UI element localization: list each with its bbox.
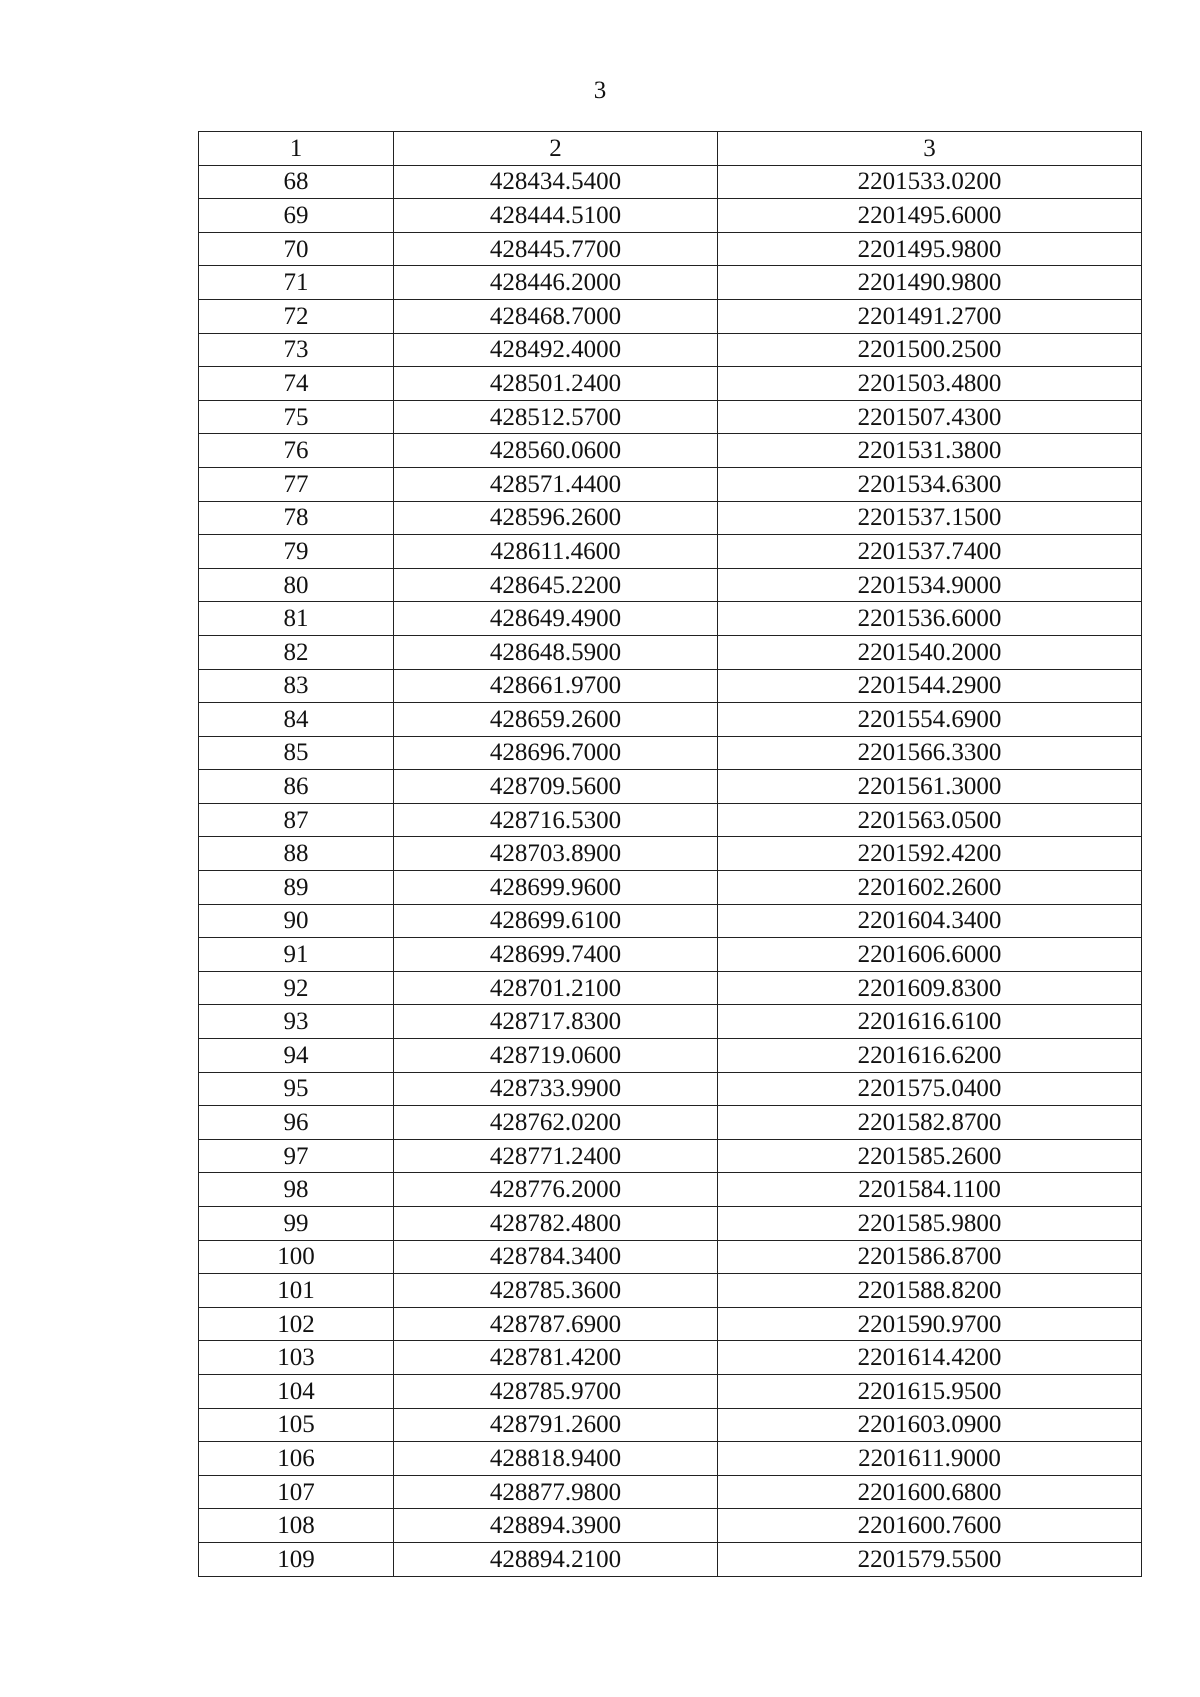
table-row [199,803,1142,837]
y-coordinate-cell: 2201600.6800 [718,1475,1142,1509]
point-number-cell: 100 [199,1240,394,1274]
x-coordinate-cell: 428571.4400 [394,467,718,501]
y-coordinate-cell: 2201500.2500 [718,333,1142,367]
x-coordinate-cell: 428877.9800 [394,1475,718,1509]
x-coordinate-cell: 428791.2600 [394,1408,718,1442]
x-coordinate-cell: 428784.3400 [394,1240,718,1274]
table-row [199,1374,1142,1408]
point-number-cell: 84 [199,703,394,737]
x-coordinate-cell: 428762.0200 [394,1106,718,1140]
table-row [199,333,1142,367]
x-coordinate-cell: 428894.2100 [394,1542,718,1576]
y-coordinate-cell: 2201491.2700 [718,299,1142,333]
point-number-cell: 93 [199,1005,394,1039]
y-coordinate-cell: 2201582.8700 [718,1106,1142,1140]
table-row [199,400,1142,434]
point-number-cell: 91 [199,938,394,972]
x-coordinate-cell: 428776.2000 [394,1173,718,1207]
y-coordinate-cell: 2201603.0900 [718,1408,1142,1442]
y-coordinate-cell: 2201585.9800 [718,1207,1142,1241]
y-coordinate-cell: 2201600.7600 [718,1509,1142,1543]
x-coordinate-cell: 428703.8900 [394,837,718,871]
table-row [199,837,1142,871]
y-coordinate-cell: 2201533.0200 [718,165,1142,199]
x-coordinate-cell: 428717.8300 [394,1005,718,1039]
point-number-cell: 89 [199,871,394,905]
y-coordinate-cell: 2201531.3800 [718,434,1142,468]
column-header-3: 3 [718,132,1142,166]
point-number-cell: 86 [199,770,394,804]
y-coordinate-cell: 2201586.8700 [718,1240,1142,1274]
x-coordinate-cell: 428696.7000 [394,736,718,770]
x-coordinate-cell: 428446.2000 [394,266,718,300]
table-row [199,232,1142,266]
x-coordinate-cell: 428434.5400 [394,165,718,199]
point-number-cell: 96 [199,1106,394,1140]
x-coordinate-cell: 428781.4200 [394,1341,718,1375]
x-coordinate-cell: 428501.2400 [394,367,718,401]
point-number-cell: 82 [199,635,394,669]
y-coordinate-cell: 2201563.0500 [718,803,1142,837]
x-coordinate-cell: 428716.5300 [394,803,718,837]
x-coordinate-cell: 428645.2200 [394,568,718,602]
table-row [199,1542,1142,1576]
point-number-cell: 70 [199,232,394,266]
page-number: 3 [593,77,607,104]
point-number-cell: 101 [199,1274,394,1308]
x-coordinate-cell: 428701.2100 [394,971,718,1005]
point-number-cell: 83 [199,669,394,703]
y-coordinate-cell: 2201579.5500 [718,1542,1142,1576]
table-row [199,669,1142,703]
x-coordinate-cell: 428733.9900 [394,1072,718,1106]
y-coordinate-cell: 2201507.4300 [718,400,1142,434]
point-number-cell: 76 [199,434,394,468]
table-row [199,1307,1142,1341]
y-coordinate-cell: 2201490.9800 [718,266,1142,300]
point-number-cell: 105 [199,1408,394,1442]
x-coordinate-cell: 428699.6100 [394,904,718,938]
table-row [199,1274,1142,1308]
point-number-cell: 73 [199,333,394,367]
y-coordinate-cell: 2201604.3400 [718,904,1142,938]
y-coordinate-cell: 2201537.7400 [718,535,1142,569]
point-number-cell: 72 [199,299,394,333]
table-row [199,535,1142,569]
point-number-cell: 81 [199,602,394,636]
x-coordinate-cell: 428468.7000 [394,299,718,333]
y-coordinate-cell: 2201588.8200 [718,1274,1142,1308]
x-coordinate-cell: 428785.3600 [394,1274,718,1308]
x-coordinate-cell: 428611.4600 [394,535,718,569]
point-number-cell: 75 [199,400,394,434]
x-coordinate-cell: 428787.6900 [394,1307,718,1341]
table-row [199,770,1142,804]
table-row [199,938,1142,972]
y-coordinate-cell: 2201592.4200 [718,837,1142,871]
x-coordinate-cell: 428596.2600 [394,501,718,535]
column-header-2: 2 [394,132,718,166]
table-row [199,703,1142,737]
table-row [199,1005,1142,1039]
point-number-cell: 99 [199,1207,394,1241]
point-number-cell: 104 [199,1374,394,1408]
y-coordinate-cell: 2201544.2900 [718,669,1142,703]
table-row [199,299,1142,333]
y-coordinate-cell: 2201602.2600 [718,871,1142,905]
table-row [199,568,1142,602]
y-coordinate-cell: 2201609.8300 [718,971,1142,1005]
y-coordinate-cell: 2201566.3300 [718,736,1142,770]
x-coordinate-cell: 428699.9600 [394,871,718,905]
x-coordinate-cell: 428785.9700 [394,1374,718,1408]
y-coordinate-cell: 2201585.2600 [718,1139,1142,1173]
point-number-cell: 68 [199,165,394,199]
x-coordinate-cell: 428444.5100 [394,199,718,233]
y-coordinate-cell: 2201503.4800 [718,367,1142,401]
x-coordinate-cell: 428699.7400 [394,938,718,972]
table-row [199,1072,1142,1106]
x-coordinate-cell: 428659.2600 [394,703,718,737]
table-row [199,602,1142,636]
x-coordinate-cell: 428512.5700 [394,400,718,434]
point-number-cell: 87 [199,803,394,837]
table-row [199,635,1142,669]
point-number-cell: 98 [199,1173,394,1207]
table-row [199,266,1142,300]
point-number-cell: 69 [199,199,394,233]
table-row [199,1106,1142,1140]
table-row [199,736,1142,770]
point-number-cell: 103 [199,1341,394,1375]
y-coordinate-cell: 2201540.2000 [718,635,1142,669]
table-row [199,165,1142,199]
table-row [199,1442,1142,1476]
x-coordinate-cell: 428649.4900 [394,602,718,636]
y-coordinate-cell: 2201590.9700 [718,1307,1142,1341]
column-header-1: 1 [199,132,394,166]
point-number-cell: 78 [199,501,394,535]
coordinates-table [198,131,1142,1577]
y-coordinate-cell: 2201495.9800 [718,232,1142,266]
table-row [199,971,1142,1005]
y-coordinate-cell: 2201537.1500 [718,501,1142,535]
x-coordinate-cell: 428709.5600 [394,770,718,804]
table-row [199,1139,1142,1173]
x-coordinate-cell: 428560.0600 [394,434,718,468]
table-row [199,1039,1142,1073]
y-coordinate-cell: 2201615.9500 [718,1374,1142,1408]
table-header [199,132,1142,166]
point-number-cell: 80 [199,568,394,602]
y-coordinate-cell: 2201606.6000 [718,938,1142,972]
x-coordinate-cell: 428661.9700 [394,669,718,703]
table-row [199,1509,1142,1543]
table-row [199,434,1142,468]
y-coordinate-cell: 2201575.0400 [718,1072,1142,1106]
x-coordinate-cell: 428445.7700 [394,232,718,266]
table-row [199,1173,1142,1207]
y-coordinate-cell: 2201536.6000 [718,602,1142,636]
point-number-cell: 79 [199,535,394,569]
y-coordinate-cell: 2201611.9000 [718,1442,1142,1476]
point-number-cell: 106 [199,1442,394,1476]
table-row [199,467,1142,501]
y-coordinate-cell: 2201614.4200 [718,1341,1142,1375]
point-number-cell: 74 [199,367,394,401]
point-number-cell: 92 [199,971,394,1005]
point-number-cell: 109 [199,1542,394,1576]
y-coordinate-cell: 2201534.9000 [718,568,1142,602]
header-row [199,132,1142,166]
point-number-cell: 102 [199,1307,394,1341]
point-number-cell: 90 [199,904,394,938]
table-body [199,165,1142,1576]
table-row [199,1475,1142,1509]
x-coordinate-cell: 428648.5900 [394,635,718,669]
x-coordinate-cell: 428782.4800 [394,1207,718,1241]
x-coordinate-cell: 428771.2400 [394,1139,718,1173]
table-row [199,199,1142,233]
table-row [199,1207,1142,1241]
table-row [199,1240,1142,1274]
table-row [199,501,1142,535]
point-number-cell: 77 [199,467,394,501]
x-coordinate-cell: 428894.3900 [394,1509,718,1543]
y-coordinate-cell: 2201495.6000 [718,199,1142,233]
point-number-cell: 85 [199,736,394,770]
y-coordinate-cell: 2201554.6900 [718,703,1142,737]
y-coordinate-cell: 2201534.6300 [718,467,1142,501]
table-row [199,367,1142,401]
point-number-cell: 88 [199,837,394,871]
x-coordinate-cell: 428818.9400 [394,1442,718,1476]
point-number-cell: 108 [199,1509,394,1543]
x-coordinate-cell: 428719.0600 [394,1039,718,1073]
y-coordinate-cell: 2201561.3000 [718,770,1142,804]
point-number-cell: 95 [199,1072,394,1106]
point-number-cell: 107 [199,1475,394,1509]
table-row [199,1408,1142,1442]
y-coordinate-cell: 2201584.1100 [718,1173,1142,1207]
table-row [199,904,1142,938]
table-row [199,871,1142,905]
point-number-cell: 94 [199,1039,394,1073]
point-number-cell: 97 [199,1139,394,1173]
point-number-cell: 71 [199,266,394,300]
table-row [199,1341,1142,1375]
y-coordinate-cell: 2201616.6200 [718,1039,1142,1073]
y-coordinate-cell: 2201616.6100 [718,1005,1142,1039]
x-coordinate-cell: 428492.4000 [394,333,718,367]
